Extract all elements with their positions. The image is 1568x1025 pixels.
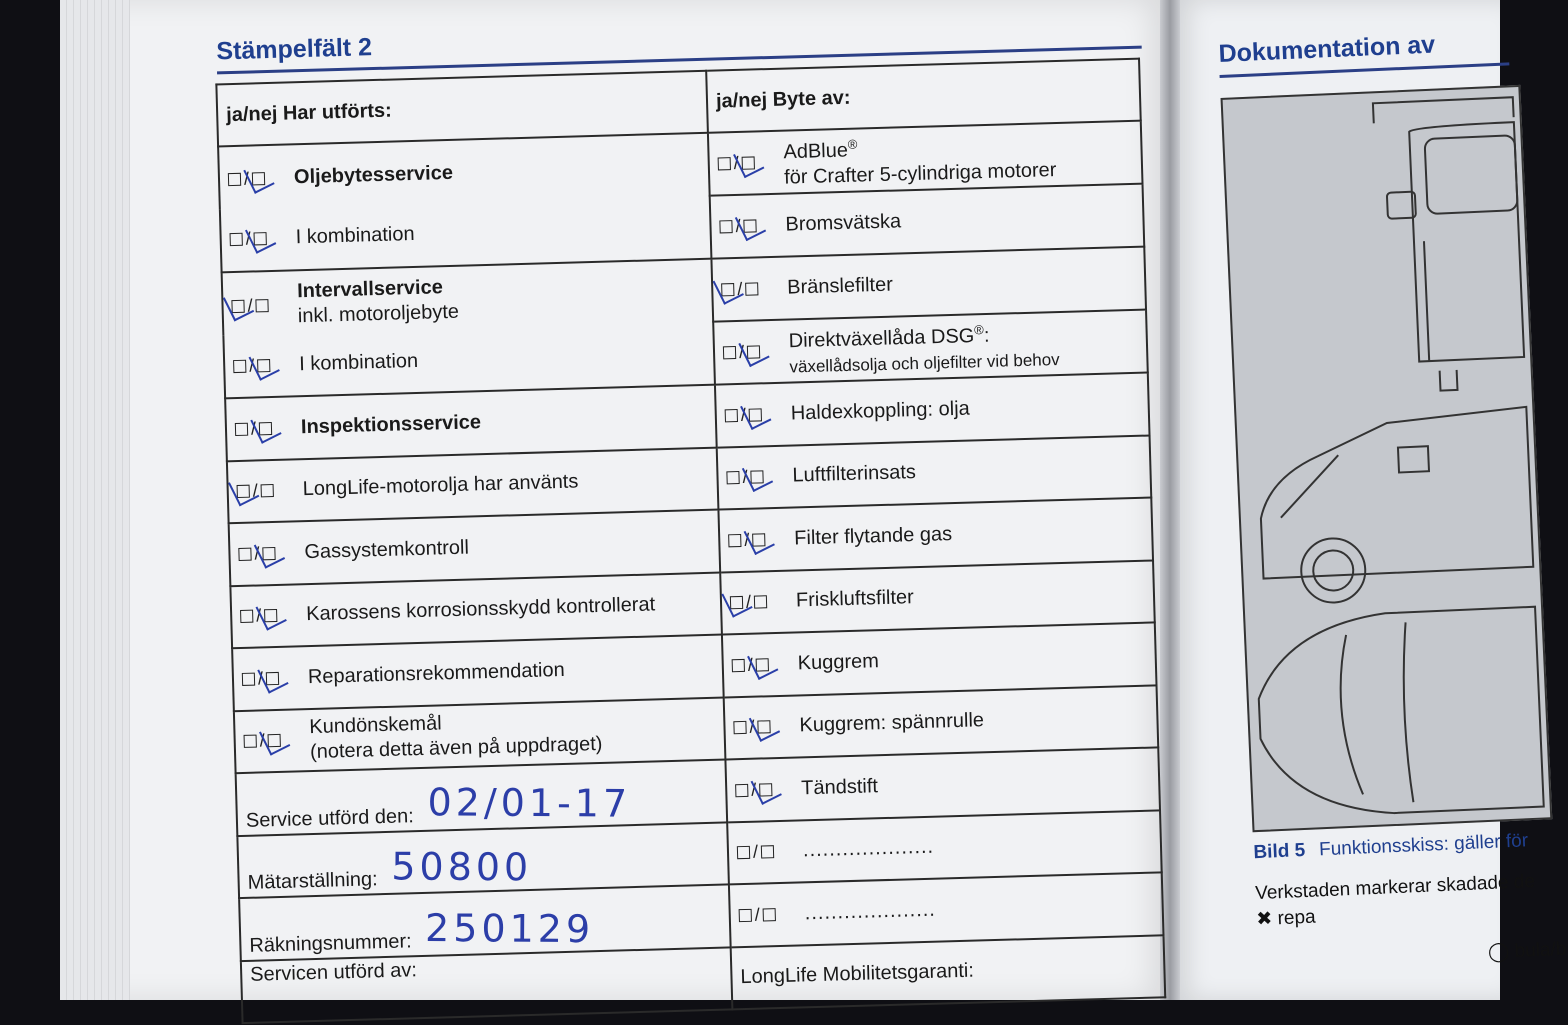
service-date-value[interactable]: 02/01-17 [427, 779, 632, 826]
yes-no-checkbox[interactable]: / [231, 292, 290, 319]
service-stamp-table [215, 58, 1166, 1024]
label-fuel-filter: Bränslefilter [786, 273, 894, 299]
yes-no-checkbox[interactable]: / [723, 341, 782, 364]
right-page-content [1218, 27, 1567, 999]
yes-box [228, 172, 241, 185]
label-odometer: Mätarställning: [247, 868, 378, 894]
yes-no-checkbox[interactable]: / [733, 716, 792, 739]
row-interval-combination [232, 324, 705, 395]
legend-dent: ◯ bula/b [1487, 938, 1567, 964]
yes-no-checkbox[interactable]: / [717, 152, 776, 175]
cell-oil-change [218, 133, 711, 273]
label-longlife-oil: LongLife-motorolja har använts [302, 470, 579, 501]
yes-no-checkbox[interactable]: / [228, 165, 287, 192]
cell-interval-service [222, 259, 715, 399]
label-invoice: Räkningsnummer: [249, 929, 412, 957]
label-dsg: Direktväxellåda DSG [788, 325, 975, 353]
yes-no-checkbox[interactable]: / [242, 667, 301, 690]
label-spark-plugs: Tändstift [800, 774, 879, 800]
yes-no-checkbox[interactable]: / [738, 903, 797, 926]
label-adblue: AdBlue [783, 139, 849, 164]
label-pollen-filter: Friskluftsfilter [795, 586, 915, 612]
legend-scratch: ✖ repa [1255, 906, 1317, 931]
label-air-filter: Luftfilterinsats [792, 461, 917, 487]
yes-no-checkbox[interactable]: / [240, 605, 299, 628]
right-page-title: Dokumentation av [1218, 30, 1436, 68]
cell-mobility-guarantee [731, 935, 1166, 1010]
label-haldex: Haldexkoppling: olja [790, 397, 971, 425]
blank-line[interactable]: .................... [802, 835, 935, 862]
van-outline-icon [1223, 87, 1551, 830]
label-brake-fluid: Bromsvätska [785, 210, 902, 236]
yes-no-checkbox[interactable]: / [719, 215, 778, 238]
yes-no-checkbox[interactable]: / [730, 591, 789, 614]
cell-performed-by [241, 947, 733, 1023]
yes-no-checkbox[interactable]: / [235, 417, 294, 440]
yes-no-checkbox[interactable]: / [731, 653, 790, 676]
damage-instructions: Verkstaden markerar skadade de [1254, 870, 1536, 905]
figure-number: Bild 5 [1253, 839, 1306, 864]
invoice-value[interactable]: 250129 [425, 905, 595, 951]
label-combination: I kombination [298, 349, 419, 375]
label-lpg-filter: Filter flytande gas [793, 522, 953, 550]
no-box-checked [252, 172, 265, 185]
yes-no-checkbox[interactable]: / [243, 730, 302, 753]
figure-caption [1253, 829, 1554, 864]
label-customer-request-note: (notera detta även på uppdraget) [309, 732, 603, 763]
label-tensioner: Kuggrem: spännrulle [799, 709, 985, 737]
yes-no-checkbox[interactable]: / [229, 225, 288, 252]
blank-line[interactable]: .................... [804, 898, 937, 925]
row-oil-combination [229, 196, 702, 269]
label-interval-service: Intervallservice [296, 276, 444, 303]
col-header-performed: ja/nej Har utförts: [216, 71, 708, 147]
cell-dsg: / Direktväxellåda DSG®: växellådsolja och oljefilter vid behov [713, 309, 1148, 384]
yes-no-checkbox[interactable]: / [725, 404, 784, 427]
col-header-replaced: ja/nej Byte av: [706, 59, 1141, 133]
yes-no-checkbox[interactable]: / [728, 528, 787, 551]
label-customer-request: Kundönskemål [309, 712, 442, 738]
label-corrosion: Karossens korrosionsskydd kontrollerat [305, 593, 656, 626]
label-service-date: Service utförd den: [245, 804, 415, 832]
page-stack-edges [60, 0, 130, 1000]
label-oil-change: Oljebytesservice [293, 161, 454, 188]
label-repair-recommendation: Reparationsrekommendation [307, 658, 565, 688]
yes-no-checkbox[interactable]: / [233, 352, 292, 379]
label-combination: I kombination [295, 222, 415, 248]
label-timing-belt: Kuggrem [797, 649, 880, 675]
label-gas-system: Gassystemkontroll [304, 536, 470, 563]
label-performed-by: Servicen utförd av: [249, 958, 418, 986]
yes-no-checkbox[interactable]: / [735, 778, 794, 801]
label-mobility-guarantee: LongLife Mobilitetsgaranti: [740, 959, 975, 989]
yes-no-checkbox[interactable]: / [737, 841, 796, 864]
label-dsg-oil: växellådsolja och oljefilter vid behov [789, 349, 1060, 377]
label-interval-sub: inkl. motoroljebyte [297, 300, 460, 328]
label-adblue-crafter: för Crafter 5-cylindriga motorer [783, 158, 1057, 189]
figure-caption-text: Funktionsskiss: gäller för [1318, 830, 1529, 861]
odometer-value[interactable]: 50800 [391, 844, 533, 890]
vehicle-sketch [1221, 85, 1553, 832]
yes-no-checkbox[interactable]: / [721, 278, 780, 301]
cell-adblue: / AdBlue® för Crafter 5-cylindriga motorer [708, 121, 1143, 196]
yes-no-checkbox[interactable]: / [726, 466, 785, 489]
yes-no-checkbox[interactable]: / [238, 542, 297, 565]
stamp-form-area [195, 0, 1173, 1000]
form-heading: Stämpelfält 2 [216, 33, 373, 66]
label-inspection: Inspektionsservice [300, 410, 482, 438]
yes-no-checkbox[interactable]: / [236, 480, 295, 503]
